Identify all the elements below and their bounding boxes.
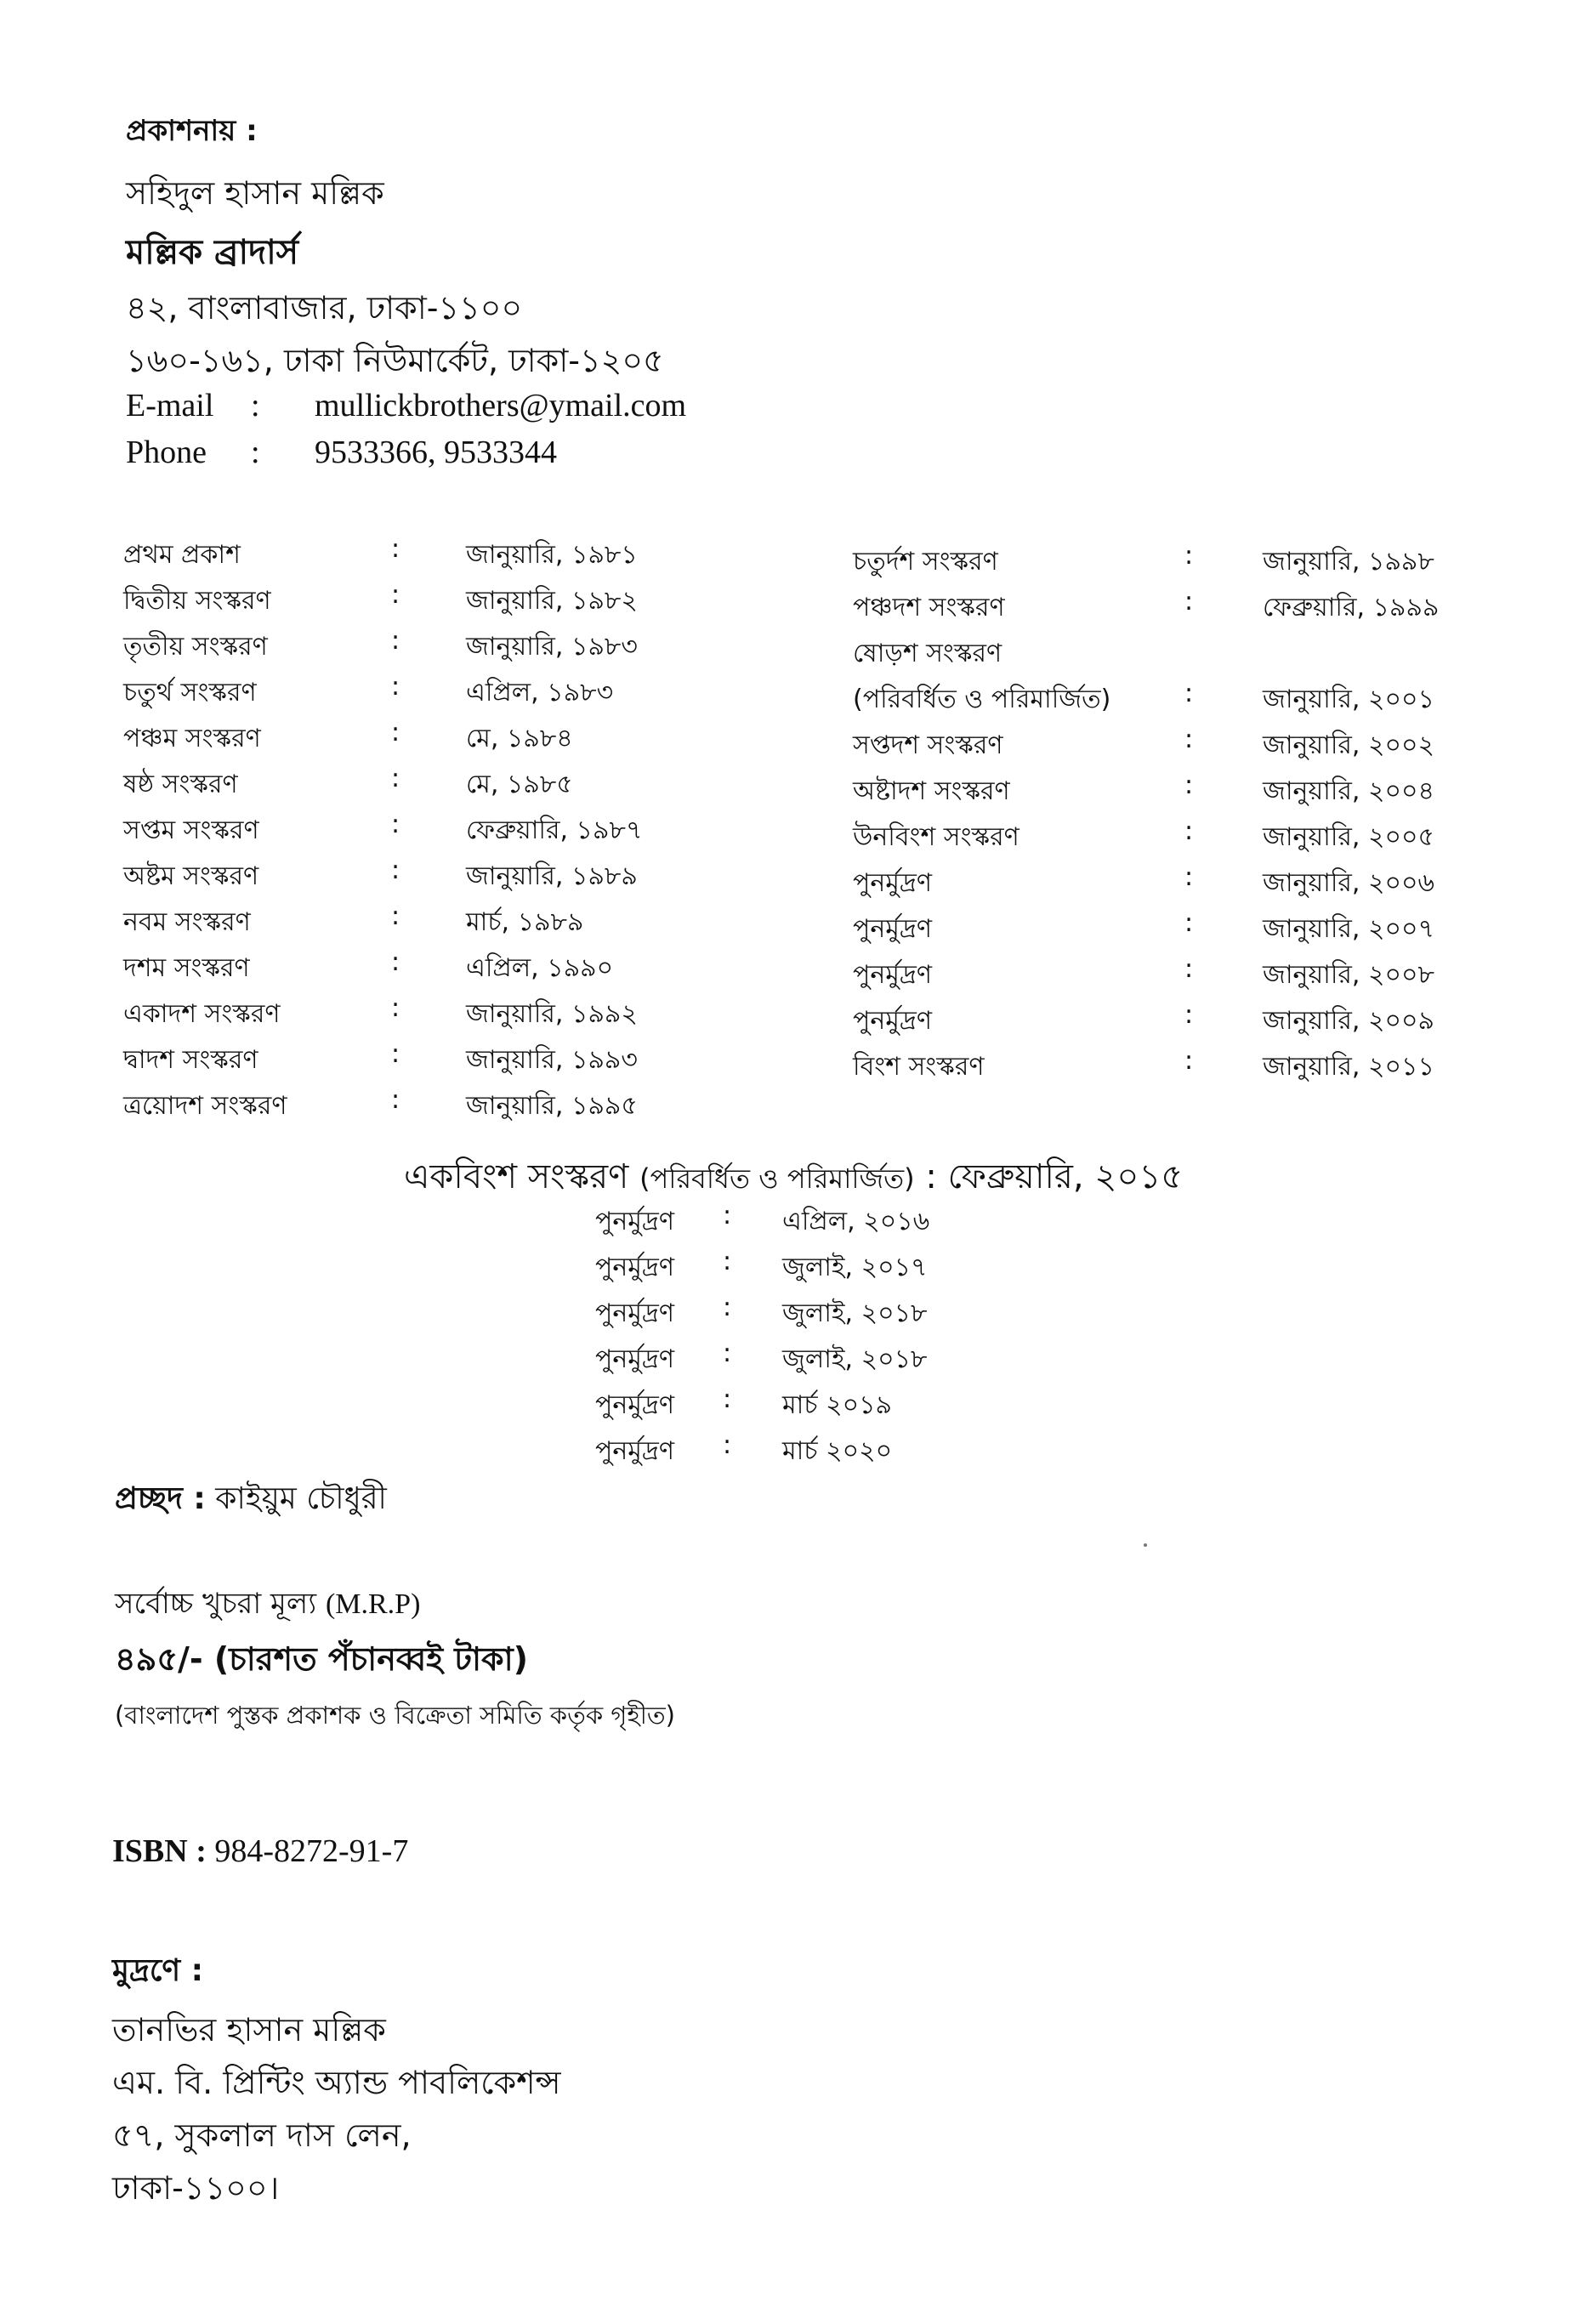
- edition-colon: :: [391, 1085, 400, 1115]
- edition-name: পঞ্চম সংস্করণ: [123, 724, 261, 753]
- edition-colon: :: [391, 1039, 400, 1069]
- edition-colon: :: [1184, 816, 1194, 846]
- email-label: E-mail: [126, 388, 214, 423]
- edition-colon: :: [391, 626, 400, 656]
- edition-name: পঞ্চদশ সংস্করণ: [853, 593, 1005, 622]
- edition-date: জানুয়ারি, ২০০৮: [1263, 960, 1434, 990]
- edition-colon: :: [1184, 724, 1194, 754]
- edition-date: এপ্রিল, ১৯৯০: [466, 953, 614, 983]
- printer-address-2: ঢাকা-১১০০।: [112, 2169, 280, 2207]
- reprint-name: পুনর্মুদ্রণ: [595, 1344, 675, 1374]
- reprint-date: মার্চ ২০২০: [782, 1436, 893, 1466]
- edition-name: ষোড়শ সংস্করণ: [853, 639, 1002, 668]
- mrp-label-en: (M.R.P): [325, 1588, 421, 1620]
- phone-value: 9533366, 9533344: [315, 435, 557, 470]
- edition-date: জানুয়ারি, ১৯৮৯: [466, 861, 638, 891]
- edition-colon: :: [391, 901, 400, 931]
- edition-name: চতুর্দশ সংস্করণ: [853, 547, 998, 577]
- edition-date: মার্চ, ১৯৮৯: [466, 907, 584, 937]
- edition-name: পুনর্মুদ্রণ: [853, 960, 933, 990]
- reprint-name: পুনর্মুদ্রণ: [595, 1298, 675, 1328]
- reprint-date: মার্চ ২০১৯: [782, 1390, 893, 1420]
- reprint-colon: :: [723, 1247, 732, 1276]
- reprint-colon: :: [723, 1384, 732, 1414]
- edition-colon: :: [1184, 862, 1194, 892]
- scan-speck: [1144, 1543, 1147, 1547]
- edition-name: বিংশ সংস্করণ: [853, 1052, 985, 1082]
- edition-date: জানুয়ারি, ২০০৫: [1263, 822, 1434, 852]
- edition-date: এপ্রিল, ১৯৮৩: [466, 678, 614, 707]
- edition-colon: :: [1184, 954, 1194, 984]
- mrp-price: ৪৯৫/- (চারশত পঁচানব্বই টাকা): [115, 1640, 528, 1678]
- edition-name: অষ্টাদশ সংস্করণ: [853, 776, 1010, 806]
- publisher-address-1: ৪২, বাংলাবাজার, ঢাকা-১১০০: [126, 289, 523, 327]
- printer-company: এম. বি. প্রিন্টিং অ্যান্ড পাবলিকেশন্স: [112, 2064, 561, 2101]
- edition-colon: :: [1184, 1000, 1194, 1030]
- edition-21-name: একবিংশ সংস্করণ: [404, 1157, 629, 1196]
- edition-21-date: : ফেব্রুয়ারি, ২০১৫: [925, 1157, 1184, 1196]
- edition-date: জানুয়ারি, ১৯৯৩: [466, 1045, 638, 1075]
- reprint-colon: :: [723, 1430, 732, 1460]
- edition-21: [404, 1150, 1183, 1207]
- reprint-date: এপ্রিল, ২০১৬: [782, 1207, 930, 1236]
- edition-date: মে, ১৯৮৫: [466, 770, 573, 799]
- phone-label: Phone: [126, 435, 207, 470]
- edition-date: জানুয়ারি, ১৯৮১: [466, 540, 638, 570]
- reprint-date: জুলাই, ২০১৭: [782, 1253, 928, 1282]
- reprint-date: জুলাই, ২০১৮: [782, 1344, 928, 1374]
- reprint-colon: :: [723, 1338, 732, 1368]
- edition-name: ষষ্ঠ সংস্করণ: [123, 770, 238, 799]
- edition-date: জানুয়ারি, ১৯৮৩: [466, 632, 638, 662]
- edition-colon: :: [391, 810, 400, 839]
- edition-date: জানুয়ারি, ২০০৯: [1263, 1006, 1434, 1036]
- mrp-note: (বাংলাদেশ পুস্তক প্রকাশক ও বিক্রেতা সমিতি কর্তৃক গৃহীত): [115, 1701, 675, 1730]
- edition-date: জানুয়ারি, ১৯৯৫: [466, 1091, 638, 1121]
- edition-colon: :: [391, 993, 400, 1023]
- edition-name: উনবিংশ সংস্করণ: [853, 822, 1020, 852]
- cover-label: প্রচ্ছদ :: [115, 1481, 206, 1516]
- edition-name: অষ্টম সংস্করণ: [123, 861, 259, 891]
- edition-colon: :: [391, 947, 400, 977]
- mrp-label-line: [115, 1582, 420, 1630]
- edition-colon: :: [1184, 679, 1194, 708]
- edition-date: জানুয়ারি, ২০০১: [1263, 685, 1434, 714]
- edition-colon: :: [391, 672, 400, 702]
- edition-name: পুনর্মুদ্রণ: [853, 914, 933, 944]
- edition-name: প্রথম প্রকাশ: [123, 540, 241, 570]
- printer-address-1: ৫৭, সুকলাল দাস লেন,: [112, 2117, 412, 2154]
- edition-name: দশম সংস্করণ: [123, 953, 250, 983]
- edition-colon: :: [391, 764, 400, 793]
- publisher-heading: প্রকাশনায় :: [126, 114, 258, 148]
- edition-name: সপ্তম সংস্করণ: [123, 815, 259, 845]
- edition-name: তৃতীয় সংস্করণ: [123, 632, 268, 662]
- email-value: mullickbrothers@ymail.com: [315, 388, 687, 423]
- isbn-label: ISBN :: [112, 1833, 207, 1869]
- edition-name: পুনর্মুদ্রণ: [853, 868, 933, 898]
- reprint-date: জুলাই, ২০১৮: [782, 1298, 928, 1328]
- isbn-value: 984-8272-91-7: [214, 1833, 409, 1869]
- edition-colon: :: [1184, 541, 1194, 571]
- edition-date: মে, ১৯৮৪: [466, 724, 573, 753]
- edition-name: নবম সংস্করণ: [123, 907, 251, 937]
- edition-colon: :: [1184, 770, 1194, 800]
- reprint-colon: :: [723, 1201, 732, 1230]
- edition-name: দ্বিতীয় সংস্করণ: [123, 586, 271, 616]
- edition-colon: :: [391, 534, 400, 564]
- edition-colon: :: [391, 580, 400, 610]
- edition-colon: :: [1184, 908, 1194, 938]
- edition-date: জানুয়ারি, ২০০৭: [1263, 914, 1434, 944]
- printer-name: তানভির হাসান মল্লিক: [112, 2011, 386, 2048]
- publisher-company: মল্লিক ব্রাদার্স: [126, 233, 299, 272]
- edition-name: একাদশ সংস্করণ: [123, 999, 281, 1029]
- edition-name: ত্রয়োদশ সংস্করণ: [123, 1091, 287, 1121]
- edition-date: জানুয়ারি, ২০০৬: [1263, 868, 1434, 898]
- reprint-colon: :: [723, 1293, 732, 1322]
- edition-date: জানুয়ারি, ১৯৯৮: [1263, 547, 1434, 577]
- reprint-name: পুনর্মুদ্রণ: [595, 1436, 675, 1466]
- email-colon: :: [251, 388, 260, 423]
- edition-21-qualifier: (পরিবর্ধিত ও পরিমার্জিত): [639, 1162, 915, 1195]
- edition-name: সপ্তদশ সংস্করণ: [853, 730, 1003, 760]
- edition-colon: :: [1184, 1046, 1194, 1076]
- edition-date: জানুয়ারি, ২০০২: [1263, 730, 1434, 760]
- edition-date: জানুয়ারি, ১৯৯২: [466, 999, 638, 1029]
- edition-colon: :: [1184, 587, 1194, 617]
- edition-name: (পরিবর্ধিত ও পরিমার্জিত): [853, 685, 1111, 714]
- reprint-name: পুনর্মুদ্রণ: [595, 1207, 675, 1236]
- reprint-name: পুনর্মুদ্রণ: [595, 1390, 675, 1420]
- edition-date: জানুয়ারি, ১৯৮২: [466, 586, 638, 616]
- edition-colon: :: [391, 718, 400, 747]
- phone-colon: :: [251, 435, 260, 470]
- edition-colon: :: [391, 855, 400, 885]
- edition-date: ফেব্রুয়ারি, ১৯৯৯: [1263, 593, 1440, 622]
- edition-name: দ্বাদশ সংস্করণ: [123, 1045, 258, 1075]
- edition-name: চতুর্থ সংস্করণ: [123, 678, 257, 707]
- cover-artist: কাইয়ুম চৌধুরী: [215, 1481, 387, 1516]
- isbn-line: [112, 1832, 408, 1870]
- reprint-name: পুনর্মুদ্রণ: [595, 1253, 675, 1282]
- cover-credit: [115, 1475, 387, 1526]
- edition-date: ফেব্রুয়ারি, ১৯৮৭: [466, 815, 643, 845]
- edition-name: পুনর্মুদ্রণ: [853, 1006, 933, 1036]
- printer-heading: মুদ্রণে :: [112, 1953, 204, 1988]
- edition-date: জানুয়ারি, ২০১১: [1263, 1052, 1434, 1082]
- publisher-address-2: ১৬০-১৬১, ঢাকা নিউমার্কেট, ঢাকা-১২০৫: [126, 342, 664, 379]
- publisher-name: সহিদুল হাসান মল্লিক: [126, 174, 384, 212]
- edition-date: জানুয়ারি, ২০০৪: [1263, 776, 1434, 806]
- mrp-label: সর্বোচ্চ খুচরা মূল্য: [115, 1587, 317, 1621]
